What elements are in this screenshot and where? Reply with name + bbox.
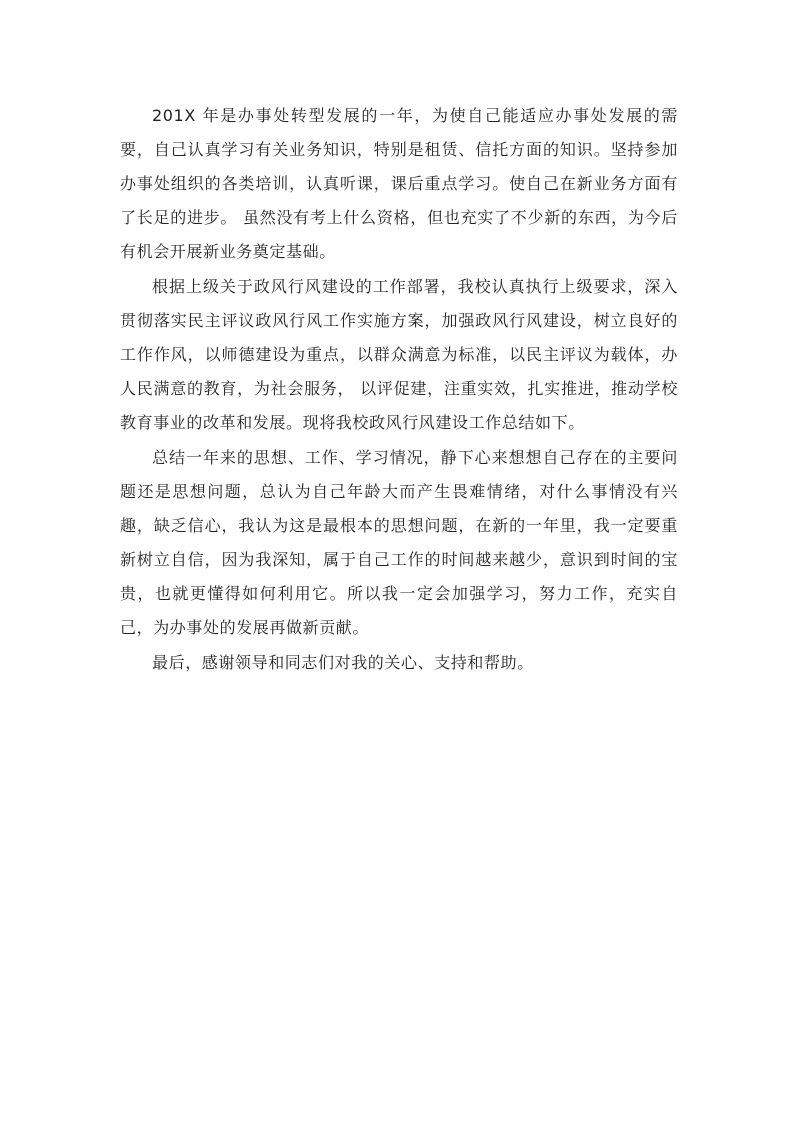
document-body [120, 99, 678, 680]
paragraph-conduct-building: 根据上级关于政风行风建设的工作部署，我校认真执行上级要求，深入贯彻落实民主评议政风行风工作实施方案，加强政风行风建设，树立良好的工作作风，以师德建设为重点，以群众满意为标准，以民主评议为载体，办人民满意的教育，为社会服务， 以评促建，注重实效，扎实推进，推动学校教育事业的改革和发展。现将我校政风行风建设工作总结如下。 [120, 277, 678, 432]
paragraph-self-reflection: 总结一年来的思想、工作、学习情况，静下心来想想自己存在的主要问题还是思想问题，总认为自己年龄大而产生畏难情绪，对什么事情没有兴趣，缺乏信心，我认为这是最根本的思想问题，在新的一年里，我一定要重新树立自信，因为我深知，属于自己工作的时间越来越少，意识到时间的宝贵，也就更懂得如何利用它。所以我一定会加强学习，努力工作，充实自己，为办事处的发展再做新贡献。 [120, 448, 678, 637]
paragraph-thanks: 最后，感谢领导和同志们对我的关心、支持和帮助。 [152, 653, 534, 672]
paragraph-work-study: 201X 年是办事处转型发展的一年，为使自己能适应办事处发展的需要，自己认真学习有关业务知识，特别是租赁、信托方面的知识。坚持参加办事处组织的各类培训，认真听课，课后重点学习。使自己在新业务方面有了长足的进步。 虽然没有考上什么资格，但也充实了不少新的东西，为今后有机会开展新业务奠定基础。 [120, 106, 678, 261]
